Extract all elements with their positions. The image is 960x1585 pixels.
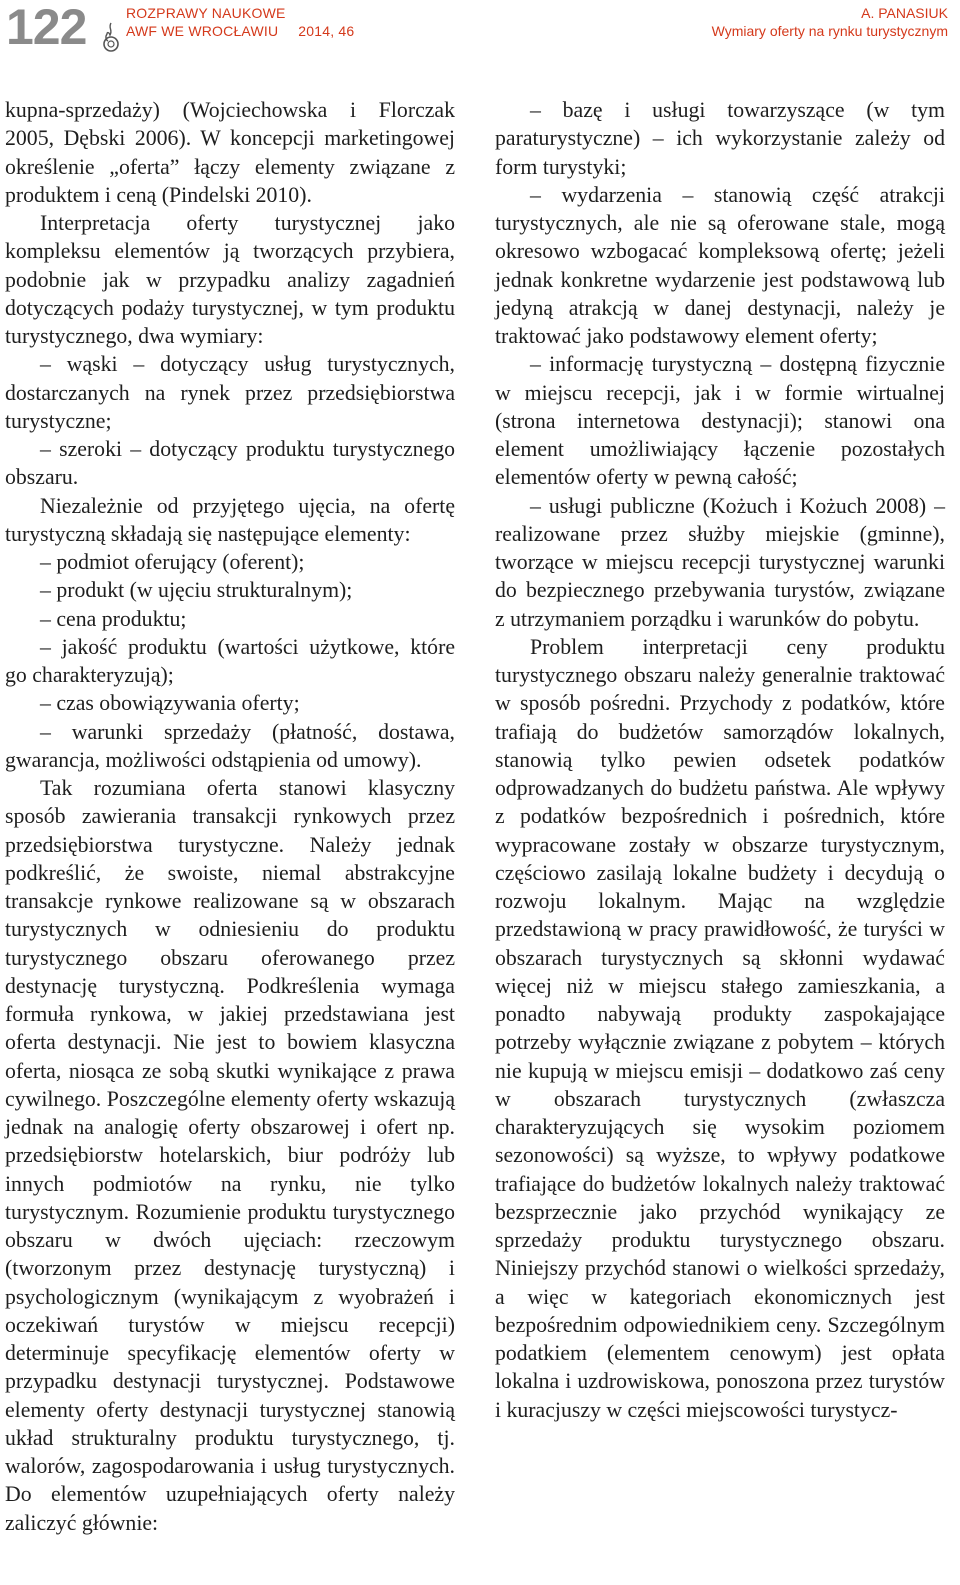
- journal-header: [126, 4, 354, 40]
- list-item: – szeroki – dotyczący produktu turystycznego obszaru.: [5, 437, 455, 490]
- running-title: Wymiary oferty na rynku turystycznym: [711, 23, 948, 39]
- journal-name-line1: ROZPRAWY NAUKOWE: [126, 5, 286, 21]
- author: A. PANASIUK: [861, 5, 948, 21]
- list-item: – podmiot oferujący (oferent);: [40, 550, 305, 574]
- journal-name-line2: [126, 22, 354, 40]
- year-issue: 2014, 46: [298, 23, 355, 39]
- list-item: – wąski – dotyczący usług turystycznych, dostarczanych na rynek przez przedsiębiorstwa turystyczne;: [5, 352, 455, 433]
- page-number: 122: [6, 0, 87, 55]
- paragraph: Tak rozumiana oferta stanowi klasyczny sposób zawierania transakcji rynkowych przez przedsiębiorstwa turystyczne. Należy jednak podkreślić, że swoiste, niemal abstrakcyjne transakcje rynkowe realizowane są w obszarach turystycznych w odniesieniu do produktu turystycznego obszaru oferowanego przez destynację turystyczną. Podkreślenia wymaga formuła rynkowa, w jakiej przedstawiana jest oferta destynacji. Nie jest to bowiem klasyczna oferta, niosąca ze sobą skutki wynikające z prawa cywilnego. Poszczególne elementy oferty wskazują jednak na analogię oferty obszarowej i ofert np. przedsiębiorstw hotelarskich, biur podróży lub innych podmiotów na rynku, nie tylko turystycznym. Rozumienie produktu turystycznego obszaru w dwóch ujęciach: rzeczowym (tworzonym przez destynację turystyczną) i psychologicznym (wynikającym z wyobrażeń i oczekiwań turystów w miejscu recepcji) determinuje specyfikację elementów oferty w przypadku destynacji turystycznej. Podstawowe elementy oferty destynacji turystycznej stanowią układ strukturalny produktu turystycznego, tj. walorów, zagospodarowania i usług turystycznych. Do elementów uzupełniających oferty należy zaliczyć głównie:: [5, 776, 455, 1535]
- right-column: [495, 96, 945, 1424]
- paragraph: Interpretacja oferty turystycznej jako kompleksu elementów ją tworzących przybiera, podobnie jak w przypadku analizy zagadnień dotyczących podaży turystycznej, w tym produktu turystycznego, dwa wymiary:: [5, 211, 455, 348]
- list-item: – czas obowiązywania oferty;: [40, 691, 300, 716]
- list-item: – informację turystyczną – dostępną fizycznie w miejscu recepcji, jak i w formie wirtualnej (strona internetowa destynacji); stanowi ona element umożliwiający łączenie pozostałych elementów oferty w pewną całość;: [495, 352, 945, 490]
- list-item: – cena produktu;: [40, 606, 187, 631]
- list-item: – usługi publiczne (Kożuch i Kożuch 2008) – realizowane przez służby miejskie (gminne), tworzące w miejscu recepcji turystycznej warunki do bezpiecznego przebywania turystów, związane z utrzymaniem porządku i warunków do pobytu.: [495, 493, 945, 631]
- paragraph: Niezależnie od przyjętego ujęcia, na ofertę turystyczną składają się następujące elementy:: [5, 493, 455, 546]
- article-header: [712, 4, 948, 40]
- list-item: – wydarzenia – stanowią część atrakcji turystycznych, ale nie są oferowane stale, mogą okresowo wzbogacać kompleksową ofertę; jeżeli jednak konkretne wydarzenie jest podstawową lub jedyną atrakcją w danej destynacji, należy je traktować jako podstawowy element oferty;: [495, 182, 945, 348]
- list-item: – produkt (w ujęciu strukturalnym);: [40, 578, 353, 603]
- paragraph: Problem interpretacji ceny produktu turystycznego obszaru należy generalnie traktować w sposób pośredni. Przychody z podatków, które trafiają do budżetów samorządów lokalnych, stanowią tylko pewien odsetek podatków odprowadzanych do budżetu państwa. Ale wpływy z podatków bezpośrednich i pośrednich, które wypracowane zostały w obszarze turystycznym, częściowo zasilają lokalne budżety i decydują o rozwoju lokalnym. Mając na względzie przedstawioną w pracy prawidłowość, że turyści w obszarach turystycznych są skłonni wydawać więcej niż w miejscu stałego zamieszkania, a ponadto nabywają produkty zaspokajające potrzeby wyłącznie związane z pobytem – których nie kupują w miejscu emisji – dodatkowo zaś ceny w obszarach turystycznych (zwłaszcza charakteryzujących się wysokim poziomem sezonowości) są wyższe, to wpływy podatkowe trafiające do budżetów lokalnych należy traktować bezsprzecznie jako przychód wynikający ze sprzedaży produktu turystycznego obszaru. Niniejszy przychód stanowi o wielkości sprzedaży, a więc w kategoriach ekonomicznych jest bezpośrednim odpowiednikiem ceny. Szczególnym podatkiem (elementem cenowym) jest opłata lokalna i uzdrowiskowa, ponoszona przez turystów i kuracjuszy w części miejscowości turystycz-: [495, 634, 945, 1422]
- list-item: – warunki sprzedaży (płatność, dostawa, gwarancja, możliwości odstąpienia od umowy).: [5, 719, 455, 772]
- awf-logo-icon: [100, 22, 122, 52]
- list-item: – jakość produktu (wartości użytkowe, które go charakteryzują);: [5, 634, 455, 687]
- journal-name: AWF WE WROCŁAWIU: [126, 23, 279, 39]
- left-column: [5, 96, 455, 1537]
- list-item: – bazę i usługi towarzyszące (w tym paraturystyczne) – ich wykorzystanie zależy od form turystyki;: [495, 98, 945, 179]
- paragraph: kupna-sprzedaży) (Wojciechowska i Florczak 2005, Dębski 2006). W koncepcji marketingowej określenie „oferta” łączy elementy związane z produktem i ceną (Pindelski 2010).: [5, 98, 455, 207]
